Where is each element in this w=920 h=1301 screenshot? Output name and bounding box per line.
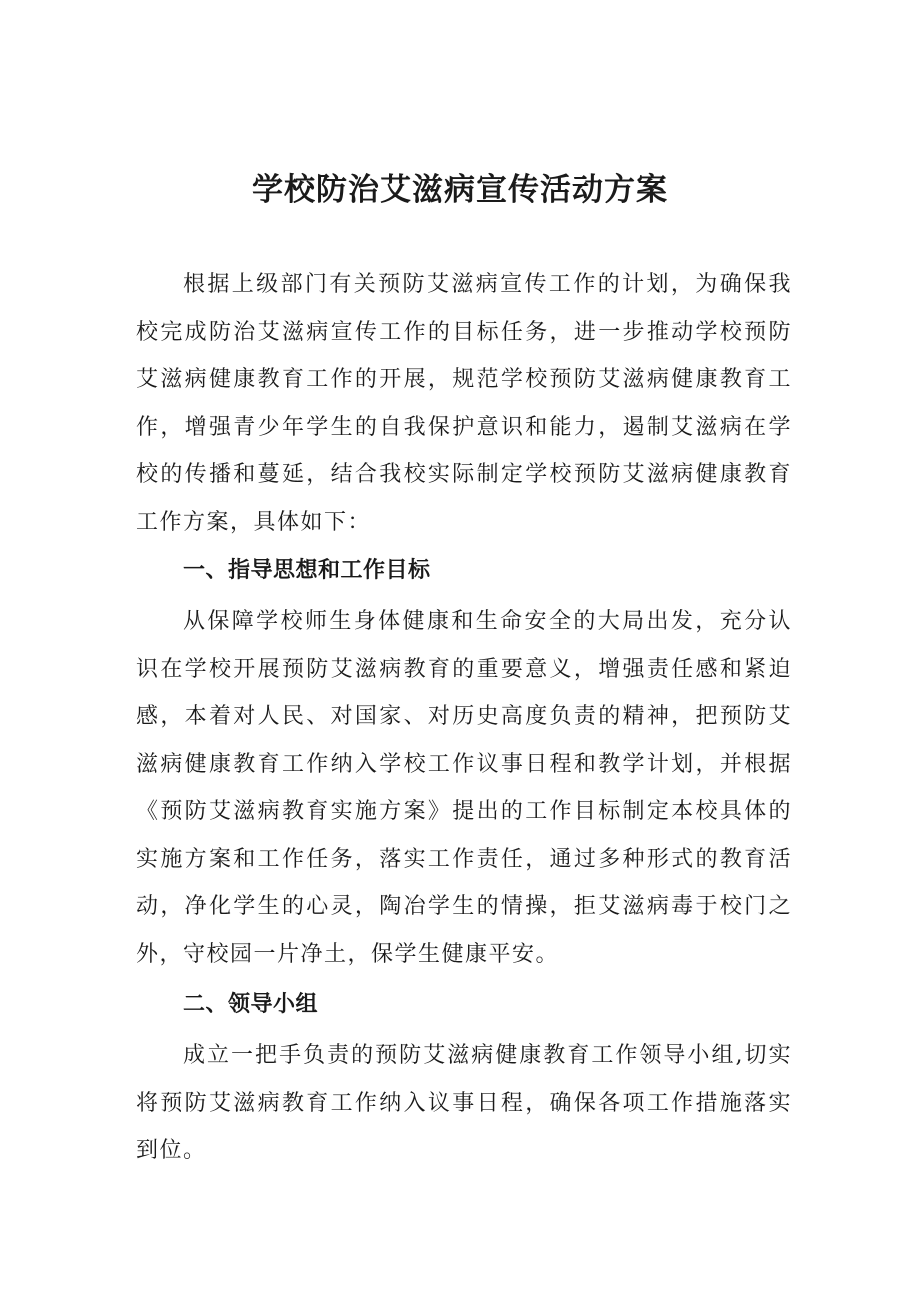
section-heading-guiding-ideology: 一、指导思想和工作目标 — [183, 558, 431, 583]
section-body-leadership-group: 成立一把手负责的预防艾滋病健康教育工作领导小组,切实将预防艾滋病教育工作纳入议事日程，确保各项工作措施落实到位。 — [136, 1043, 792, 1163]
section-heading-leadership-group: 二、领导小组 — [183, 992, 319, 1017]
intro-paragraph: 根据上级部门有关预防艾滋病宣传工作的计划，为确保我校完成防治艾滋病宣传工作的目标任务，进一步推动学校预防艾滋病健康教育工作的开展，规范学校预防艾滋病健康教育工作，增强青少年学生的自我保护意识和能力，遏制艾滋病在学校的传播和蔓延，结合我校实际制定学校预防艾滋病健康教育工作方案，具体如下： — [136, 272, 792, 535]
document-title: 学校防治艾滋病宣传活动方案 — [252, 172, 668, 208]
section-body-guiding-ideology: 从保障学校师生身体健康和生命安全的大局出发，充分认识在学校开展预防艾滋病教育的重要意义，增强责任感和紧迫感，本着对人民、对国家、对历史高度负责的精神，把预防艾滋病健康教育工作纳入学校工作议事日程和教学计划，并根据《预防艾滋病教育实施方案》提出的工作目标制定本校具体的实施方案和工作任务，落实工作责任，通过多种形式的教育活动，净化学生的心灵，陶冶学生的情操，拒艾滋病毒于校门之外，守校园一片净土，保学生健康平安。 — [136, 609, 792, 967]
